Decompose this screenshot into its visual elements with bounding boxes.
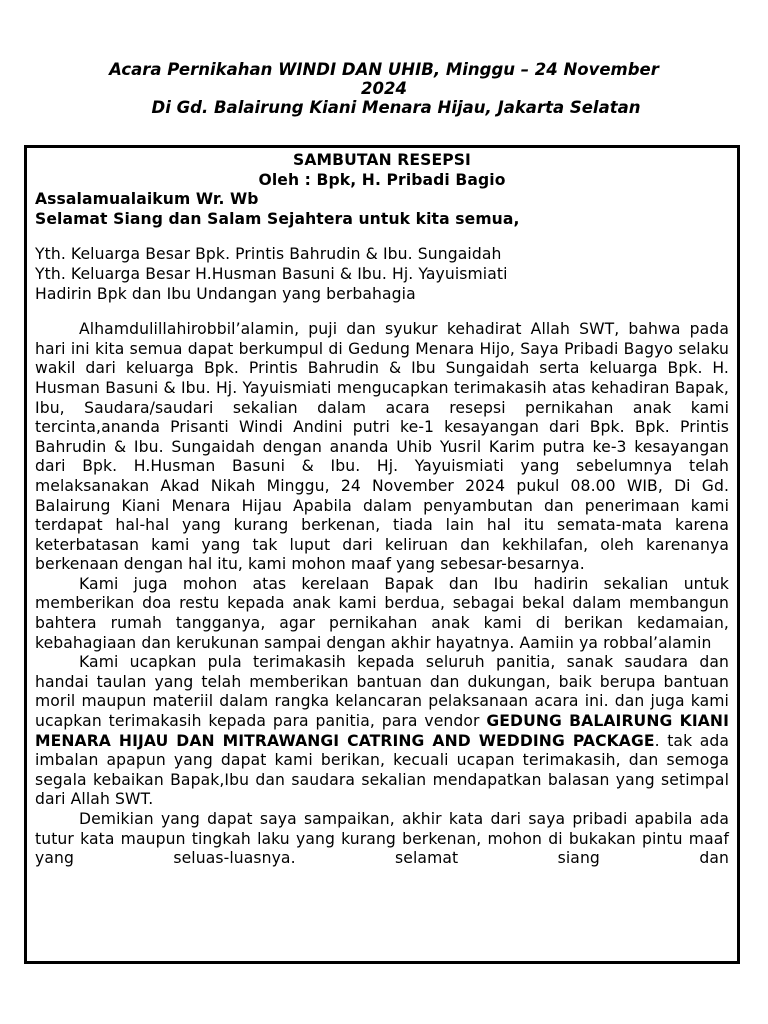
paragraph-prayer: Kami juga mohon atas kerelaan Bapak dan Ibu hadirin sekalian untuk memberikan doa restu kepada anak kami berdua, sebagai bekal dalam membangun bahtera rumah tangganya, agar pernikahan anak kami di berikan kedamaian, kebahagiaan dan kerukunan sampai dengan akhir hayatnya. Aamiin ya robbal’alamin bbox=[35, 574, 729, 652]
address-line-3: Hadirin Bpk dan Ibu Undangan yang berbahagia bbox=[35, 284, 416, 303]
paragraph-thanks-text-a: Kami ucapkan pula terimakasih kepada seluruh panitia, sanak saudara dan handai taulan yang telah memberikan bantuan dan dukungan, baik berupa bantuan moril maupun materiil dalam rangka kelancaran pelaksanaan acara ini. dan juga kami ucapkan terimakasih kepada para panitia, para vendor bbox=[35, 653, 729, 731]
greeting-line-2: Selamat Siang dan Salam Sejahtera untuk kita semua, bbox=[35, 209, 520, 228]
spacer bbox=[35, 229, 729, 245]
paragraph-thanks-text-b: . tak ada imbalan apapun yang dapat kami berikan, kecuali ucapan terimakasih, dan semoga segala kebaikan Bapak,Ibu dan saudara sekalian mendapatkan balasan yang setimpal dari Allah SWT. bbox=[35, 731, 729, 809]
greeting-line-1: Assalamualaikum Wr. Wb bbox=[35, 190, 259, 209]
address-line-2: Yth. Keluarga Besar H.Husman Basuni & Ibu. Hj. Yayuismiati bbox=[35, 264, 508, 283]
spacer bbox=[35, 304, 729, 320]
paragraph-opening: Alhamdulillahirobbil’alamin, puji dan syukur kehadirat Allah SWT, bahwa pada hari ini kita semua dapat berkumpul di Gedung Menara Hijo, Saya Pribadi Bagyo selaku wakil dari keluarga Bpk. Printis Bahrudin & Ibu Sungaidah serta keluarga Bpk. H. Husman Basuni & Ibu. Hj. Yayuismiati mengucapkan terimakasih atas kehadiran Bapak, Ibu, Saudara/saudari sekalian dalam acara resepsi pernikahan anak kami tercinta,ananda Prisanti Windi Andini putri ke-1 kesayangan dari Bpk. Bpk. Printis Bahrudin & Ibu. Sungaidah dengan ananda Uhib Yusril Karim putra ke-3 kesayangan dari Bpk. H.Husman Basuni & Ibu. Hj. Yayuismiati yang sebelumnya telah melaksanakan Akad Nikah Minggu, 24 November 2024 pukul 08.00 WIB, Di Gd. Balairung Kiani Menara Hijau Apabila dalam penyambutan dan penerimaan kami terdapat hal-hal yang kurang berkenan, tiada lain hal itu semata-mata karena keterbatasan kami yang tak luput dari keliruan dan kekhilafan, oleh karenanya berkenaan dengan hal itu, kami mohon maaf yang sebesar-besarnya. bbox=[35, 320, 729, 574]
header-line-3: Di Gd. Balairung Kiani Menara Hijau, Jakarta Selatan bbox=[151, 98, 641, 117]
header-line-2: 2024 bbox=[361, 79, 407, 98]
header-line-1: Acara Pernikahan WINDI DAN UHIB, Minggu – 24 November bbox=[109, 60, 659, 79]
document-header bbox=[40, 60, 728, 117]
speech-byline: Oleh : Bpk, H. Pribadi Bagio bbox=[258, 170, 506, 189]
speech-box bbox=[24, 145, 740, 964]
paragraph-thanks bbox=[35, 653, 729, 810]
vendor-names: GEDUNG BALAIRUNG KIANI MENARA HIJAU DAN MITRAWANGI CATRING AND WEDDING PACKAGE bbox=[35, 712, 729, 750]
address-line-1: Yth. Keluarga Besar Bpk. Printis Bahrudin & Ibu. Sungaidah bbox=[35, 245, 502, 264]
paragraph-closing: Demikian yang dapat saya sampaikan, akhir kata dari saya pribadi apabila ada tutur kata maupun tingkah laku yang kurang berkenan, mohon di bukakan pintu maaf yang seluas-luasnya. selamat siang dan bbox=[35, 810, 729, 868]
speech-content bbox=[27, 148, 737, 869]
speech-title: SAMBUTAN RESEPSI bbox=[293, 151, 471, 169]
